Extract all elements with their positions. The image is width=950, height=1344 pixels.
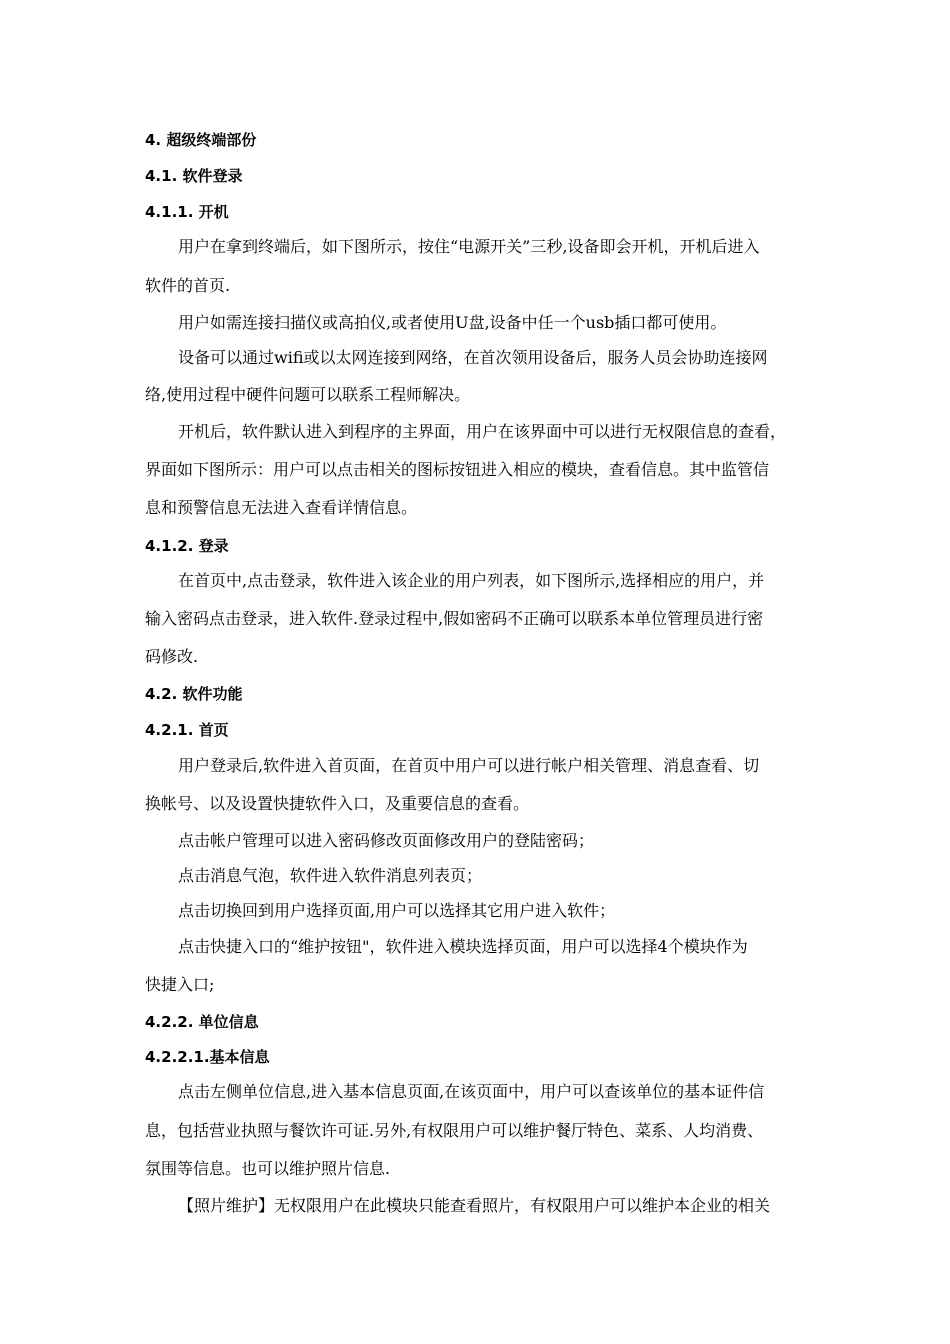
heading-section-4: 4. 超级终端部份 <box>145 131 257 149</box>
paragraph-line: 用户登录后,软件进入首页面，在首页中用户可以进行帐户相关管理、消息查看、切 <box>178 756 760 775</box>
heading-section-4-1: 4.1. 软件登录 <box>145 167 243 185</box>
paragraph-line: 用户在拿到终端后，如下图所示，按住“电源开关”三秒,设备即会开机，开机后进入 <box>178 237 760 256</box>
paragraph-line: 息和预警信息无法进入查看详情信息。 <box>145 498 418 517</box>
heading-section-4-1-1: 4.1.1. 开机 <box>145 203 229 221</box>
paragraph-line: 【照片维护】无权限用户在此模块只能查看照片，有权限用户可以维护本企业的相关 <box>178 1196 771 1215</box>
paragraph-line: 点击消息气泡，软件进入软件消息列表页； <box>178 866 483 885</box>
paragraph-line: 息，包括营业执照与餐饮许可证.另外,有权限用户可以维护餐厅特色、菜系、人均消费、 <box>145 1121 764 1140</box>
paragraph-line: 点击快捷入口的“维护按钮"，软件进入模块选择页面，用户可以选择4个模块作为 <box>178 937 748 956</box>
heading-section-4-2-1: 4.2.1. 首页 <box>145 721 229 739</box>
paragraph-line: 点击帐户管理可以进入密码修改页面修改用户的登陆密码； <box>178 831 595 850</box>
paragraph-line: 在首页中,点击登录，软件进入该企业的用户列表，如下图所示,选择相应的用户，并 <box>178 571 765 590</box>
heading-section-4-1-2: 4.1.2. 登录 <box>145 537 229 555</box>
heading-section-4-2-2: 4.2.2. 单位信息 <box>145 1013 259 1031</box>
heading-section-4-2: 4.2. 软件功能 <box>145 685 243 703</box>
paragraph-line: 开机后，软件默认进入到程序的主界面，用户在该界面中可以进行无权限信息的查看， <box>178 422 787 441</box>
paragraph-line: 换帐号、以及设置快捷软件入口，及重要信息的查看。 <box>145 794 530 813</box>
heading-section-4-2-2-1: 4.2.2.1.基本信息 <box>145 1048 270 1066</box>
paragraph-line: 络,使用过程中硬件问题可以联系工程师解决。 <box>145 385 471 404</box>
paragraph-line: 输入密码点击登录，进入软件.登录过程中,假如密码不正确可以联系本单位管理员进行密 <box>145 609 764 628</box>
paragraph-line: 设备可以通过wifi或以太网连接到网络，在首次领用设备后，服务人员会协助连接网 <box>178 348 768 367</box>
paragraph-line: 码修改. <box>145 647 199 666</box>
paragraph-line: 软件的首页. <box>145 276 231 295</box>
paragraph-line: 界面如下图所示：用户可以点击相关的图标按钮进入相应的模块，查看信息。其中监管信 <box>145 460 770 479</box>
paragraph-line: 氛围等信息。也可以维护照片信息. <box>145 1159 391 1178</box>
paragraph-line: 快捷入口; <box>145 975 215 994</box>
paragraph-line: 用户如需连接扫描仪或高拍仪,或者使用U盘,设备中任一个usb插口都可使用。 <box>178 313 727 332</box>
paragraph-line: 点击左侧单位信息,进入基本信息页面,在该页面中，用户可以查该单位的基本证件信 <box>178 1082 765 1101</box>
paragraph-line: 点击切换回到用户选择页面,用户可以选择其它用户进入软件； <box>178 901 616 920</box>
